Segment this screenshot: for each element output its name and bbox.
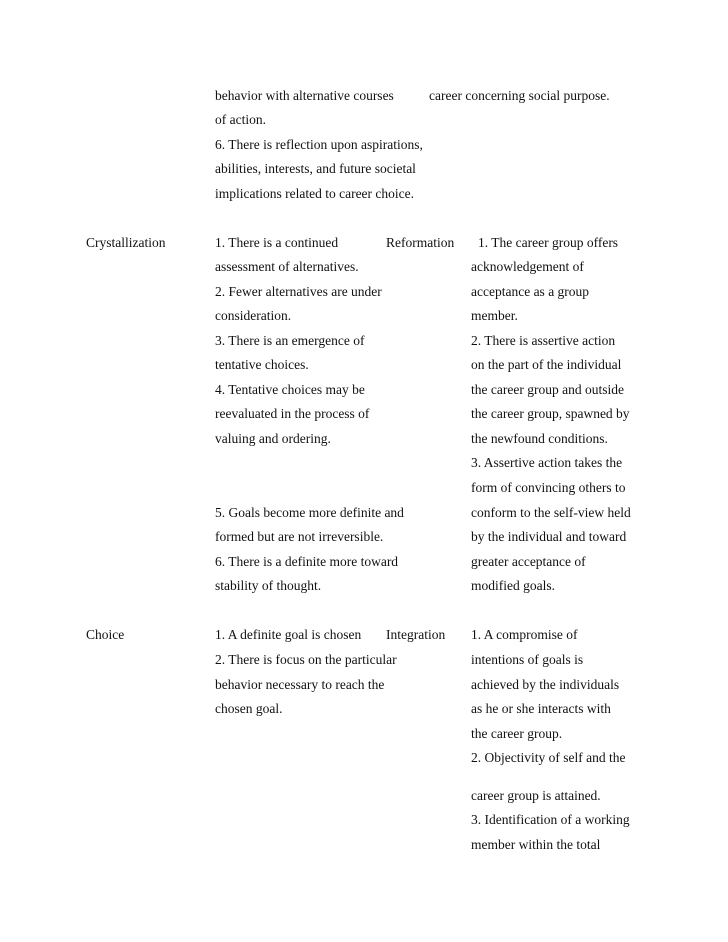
reformation-col4-line: by the individual and toward [471, 529, 627, 544]
reformation-col4-line: conform to the self-view held [471, 505, 631, 520]
integration-col4-line: 3. Identification of a working [471, 812, 630, 827]
reformation-col4-line: 1. The career group offers [478, 235, 619, 250]
top-col2-line-2: of action. [215, 112, 266, 127]
integration-col4-line: achieved by the individuals [471, 677, 620, 692]
crystallization-col2-line: formed but are not irreversible. [215, 529, 384, 544]
crystallization-col2-line: assessment of alternatives. [215, 259, 359, 274]
stage-crystallization: Crystallization [86, 235, 166, 250]
integration-col4-line: as he or she interacts with [471, 701, 611, 716]
integration-col4-line: the career group. [471, 726, 563, 741]
integration-col4-line: member within the total [471, 837, 601, 852]
reformation-col4-line: acknowledgement of [471, 259, 584, 274]
reformation-col4-line: on the part of the individual [471, 357, 622, 372]
crystallization-col2-line: reevaluated in the process of [215, 406, 370, 421]
reformation-col4-line: the career group and outside [471, 382, 624, 397]
top-col2-line-4: abilities, interests, and future societal [215, 161, 416, 176]
reformation-col4-line: modified goals. [471, 578, 555, 593]
crystallization-col2-line: stability of thought. [215, 578, 322, 593]
top-col4-line-1: career concerning social purpose. [429, 88, 610, 103]
crystallization-col2-line: 2. Fewer alternatives are under [215, 284, 382, 299]
reformation-col4-line: 3. Assertive action takes the [471, 455, 623, 470]
top-col2-line-1: behavior with alternative courses [215, 88, 394, 103]
stage-choice: Choice [86, 627, 125, 642]
crystallization-col2-line: 5. Goals become more definite and [215, 505, 404, 520]
phase-reformation: Reformation [386, 235, 455, 250]
reformation-col4-line: the newfound conditions. [471, 431, 608, 446]
integration-col4-line: 2. Objectivity of self and the [471, 750, 626, 765]
reformation-col4-line: greater acceptance of [471, 554, 586, 569]
crystallization-col2-line: consideration. [215, 308, 292, 323]
reformation-col4-line: the career group, spawned by [471, 406, 630, 421]
choice-col2-line: 1. A definite goal is chosen [215, 627, 362, 642]
crystallization-col2-line: 3. There is an emergence of [215, 333, 365, 348]
top-col2-line-5: implications related to career choice. [215, 186, 415, 201]
reformation-col4-line: 2. There is assertive action [471, 333, 616, 348]
choice-col2-line: behavior necessary to reach the [215, 677, 385, 692]
crystallization-col2-line: tentative choices. [215, 357, 309, 372]
choice-col2-line: chosen goal. [215, 701, 283, 716]
integration-col4-line: 1. A compromise of [471, 627, 578, 642]
integration-col4-line: intentions of goals is [471, 652, 584, 667]
reformation-col4-line: member. [471, 308, 518, 323]
crystallization-col2-line: 4. Tentative choices may be [215, 382, 365, 397]
reformation-col4-line: acceptance as a group [471, 284, 590, 299]
reformation-col4-line: form of convincing others to [471, 480, 626, 495]
top-col2-line-3: 6. There is reflection upon aspirations, [215, 137, 423, 152]
choice-col2-line: 2. There is focus on the particular [215, 652, 397, 667]
crystallization-col2-line: valuing and ordering. [215, 431, 331, 446]
crystallization-col2-line: 6. There is a definite more toward [215, 554, 399, 569]
integration-col4-line: career group is attained. [471, 788, 601, 803]
crystallization-col2-line: 1. There is a continued [215, 235, 339, 250]
phase-integration: Integration [386, 627, 446, 642]
